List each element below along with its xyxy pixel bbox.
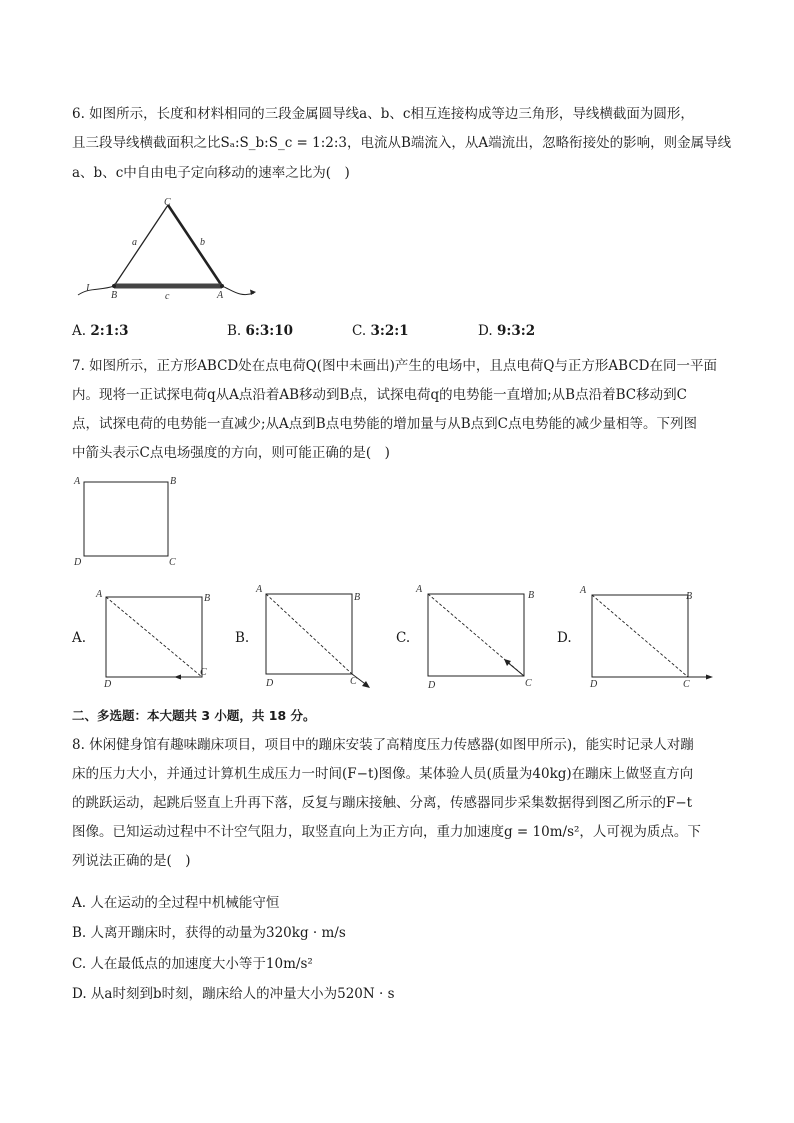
q6-option-c: C. 3:2:1 [352,323,409,339]
q6-option-d: D. 9:3:2 [478,323,536,339]
q7-text-line-3: 点，试探电荷的电势能一直减少;从A点到B点电势能的增加量与从B点到C点电势能的减少量相等。下列图 [72,416,697,432]
field-arrow-icon [174,675,181,680]
svg-text:C: C [169,557,176,568]
q8-text-line-2: 床的压力大小，并通过计算机生成压力一时间(F−t)图像。某体验人员(质量为40kg)在蹦床上做竖直方向 [72,766,694,782]
label-B: B [111,290,118,301]
q7-option-d-figure [576,583,726,691]
svg-text:D: D [590,679,598,690]
q7-option-d-label: D. [557,630,572,646]
q6-triangle-figure [70,195,270,305]
svg-text:B: B [686,591,693,602]
field-arrow-icon [706,675,713,680]
svg-text:D: D [74,557,82,568]
q8-text-line-5: 列说法正确的是( ) [72,853,191,869]
q7-option-b-figure [254,582,384,692]
q7-option-c-figure [414,582,544,692]
label-C: C [164,197,171,208]
svg-text:B: B [170,476,177,487]
q8-option-a: A. 人在运动的全过程中机械能守恒 [72,895,280,911]
svg-text:A: A [74,476,81,487]
q6-option-b: B. 6:3:10 [227,323,294,339]
svg-text:A: A [256,584,263,595]
svg-text:D: D [428,680,436,691]
svg-text:A: A [96,589,103,600]
q7-option-b-label: B. [235,630,250,646]
q7-square-figure [72,472,182,572]
svg-text:B: B [354,592,361,603]
q7-option-c-label: C. [396,630,411,646]
q7-option-a-figure [92,585,222,690]
q6-text-line-2: 且三段导线横截面积之比Sₐ:S_b:S_c = 1:2:3，电流从B端流入，从A端流出，忽略衔接处的影响，则金属导线 [72,135,732,151]
svg-text:B: B [204,593,211,604]
q6-option-a: A. 2:1:3 [72,323,129,339]
current-in-wire [78,286,114,295]
label-I: I [86,283,90,294]
svg-text:B: B [528,590,535,601]
label-b: b [200,237,205,248]
svg-text:A: A [580,585,587,596]
svg-text:C: C [200,667,207,678]
svg-text:C: C [683,679,690,690]
q7-option-a-label: A. [72,630,87,646]
q7-text-line-2: 内。现将一正试探电荷q从A点沿着AB移动到B点，试探电荷q的电势能一直增加;从B点沿着BC移动到C [72,387,687,403]
wire-b [168,205,222,286]
current-out-wire [222,286,254,295]
q6-text-line-1: 6. 如图所示，长度和材料相同的三段金属圆导线a、b、c相互连接构成等边三角形，导线横截面为圆形， [72,106,694,122]
svg-text:C: C [350,676,357,687]
q7-text-line-4: 中箭头表示C点电场强度的方向，则可能正确的是( ) [72,445,390,461]
label-a: a [132,237,137,248]
wire-c [114,284,222,289]
svg-text:D: D [104,679,112,690]
q8-text-line-3: 的跳跃运动，起跳后竖直上升再下落，反复与蹦床接触、分离，传感器同步采集数据得到图乙所示的F−t [72,795,693,811]
q8-option-b: B. 人离开蹦床时，获得的动量为320kg · m/s [72,925,346,941]
svg-text:D: D [266,678,274,689]
q6-text-line-3: a、b、c中自由电子定向移动的速率之比为( ) [72,165,350,181]
field-arrow-icon [504,659,511,666]
svg-text:A: A [416,584,423,595]
q8-option-d: D. 从a时刻到b时刻，蹦床给人的冲量大小为520N · s [72,986,395,1002]
q7-text-line-1: 7. 如图所示，正方形ABCD处在点电荷Q(图中未画出)产生的电场中，且点电荷Q与正方形ABCD在同一平面 [72,358,717,374]
q8-text-line-4: 图像。已知运动过程中不计空气阻力，取竖直向上为正方向，重力加速度g = 10m/s²，人可视为质点。下 [72,824,701,840]
label-c: c [165,291,170,302]
q8-text-line-1: 8. 休闲健身馆有趣味蹦床项目，项目中的蹦床安装了高精度压力传感器(如图甲所示)，能实时记录人对蹦 [72,737,694,753]
section-title: 二、多选题：本大题共 3 小题，共 18 分。 [72,708,316,723]
q8-option-c: C. 人在最低点的加速度大小等于10m/s² [72,956,313,972]
label-A: A [217,290,224,301]
wire-a [114,205,168,286]
current-arrow-icon [250,290,256,296]
svg-text:C: C [525,678,532,689]
